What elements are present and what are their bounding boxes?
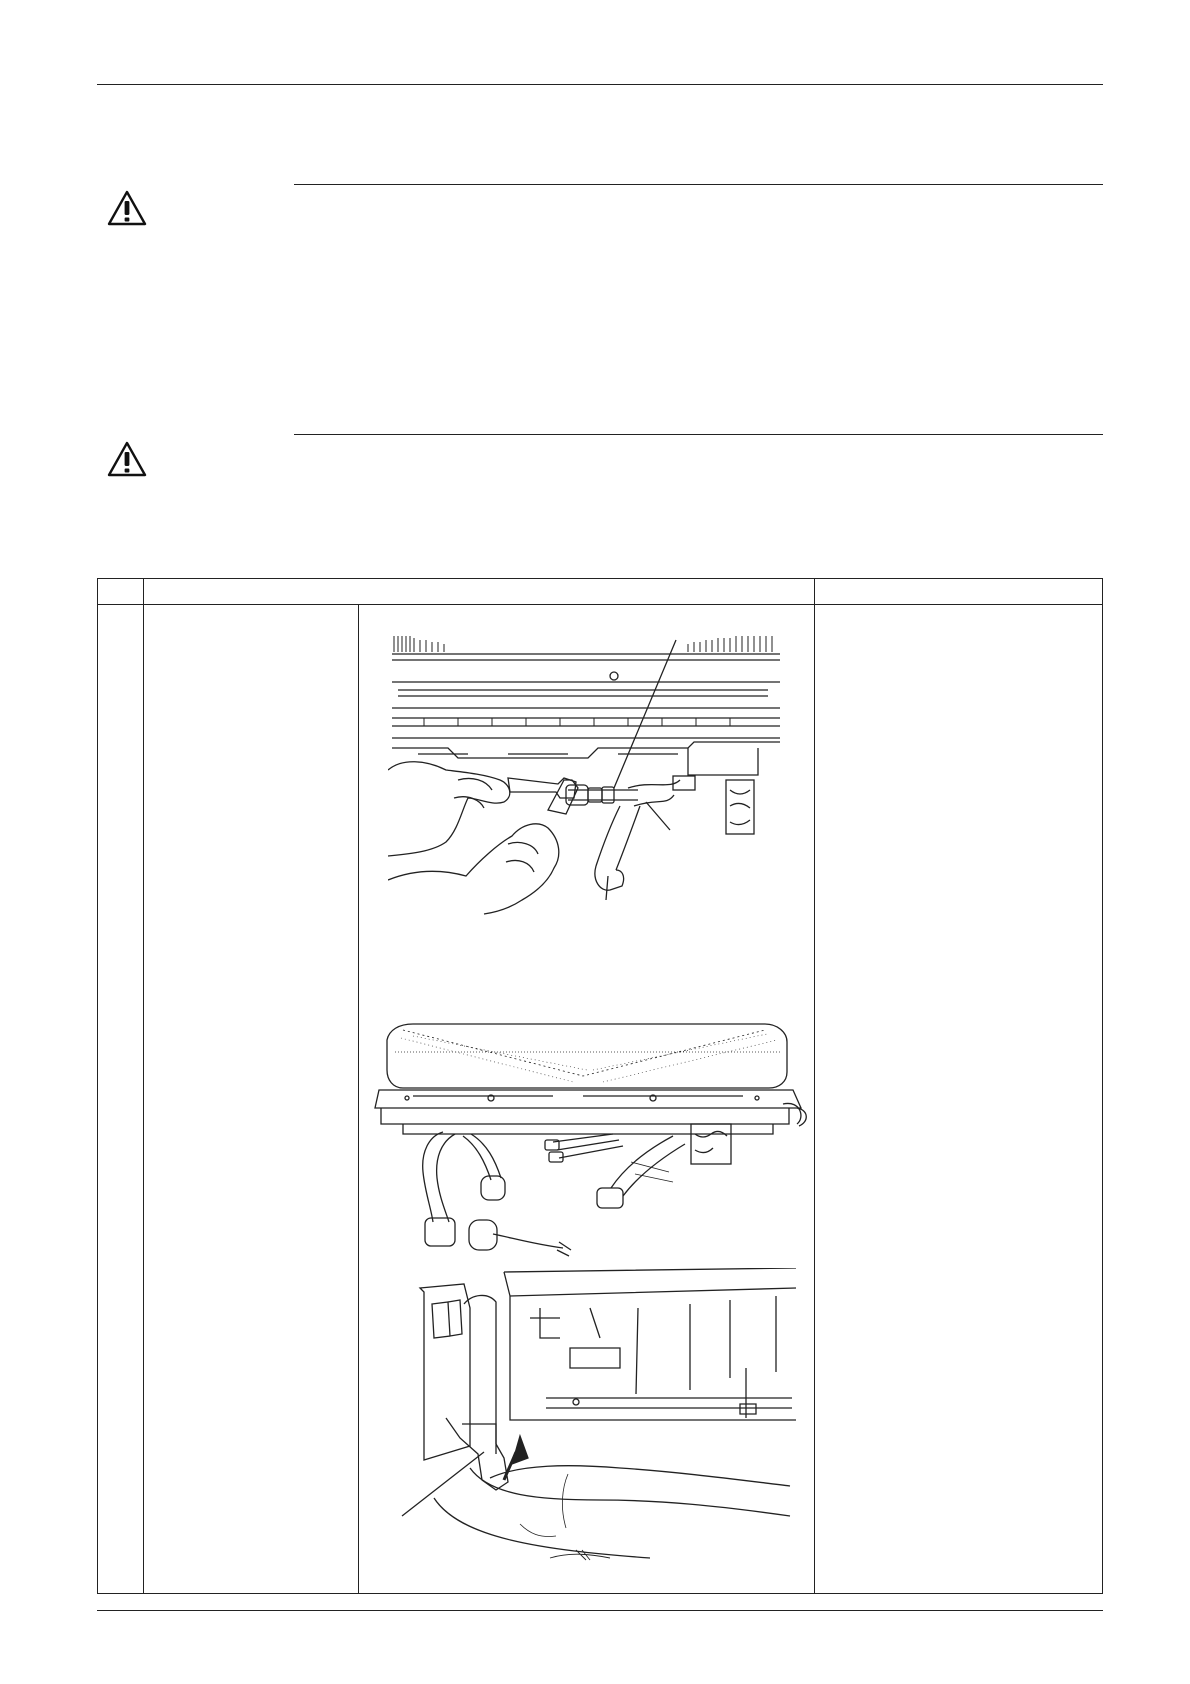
- warning-triangle-icon: [107, 441, 147, 477]
- header-rule: [97, 84, 1103, 85]
- caution-rule-1: [294, 184, 1103, 185]
- wrench-disconnect-figure: [388, 630, 798, 920]
- table-col-divider-step: [143, 579, 144, 1593]
- footer-rule: [97, 1610, 1103, 1611]
- warning-triangle-icon: [107, 190, 147, 226]
- piping-hook-figure: [400, 1268, 800, 1568]
- table-col-divider-figure: [358, 604, 359, 1593]
- indoor-unit-piping-figure: [373, 1012, 813, 1264]
- caution-rule-2: [294, 434, 1103, 435]
- table-header-divider: [98, 604, 1102, 605]
- table-col-divider-points: [814, 579, 815, 1593]
